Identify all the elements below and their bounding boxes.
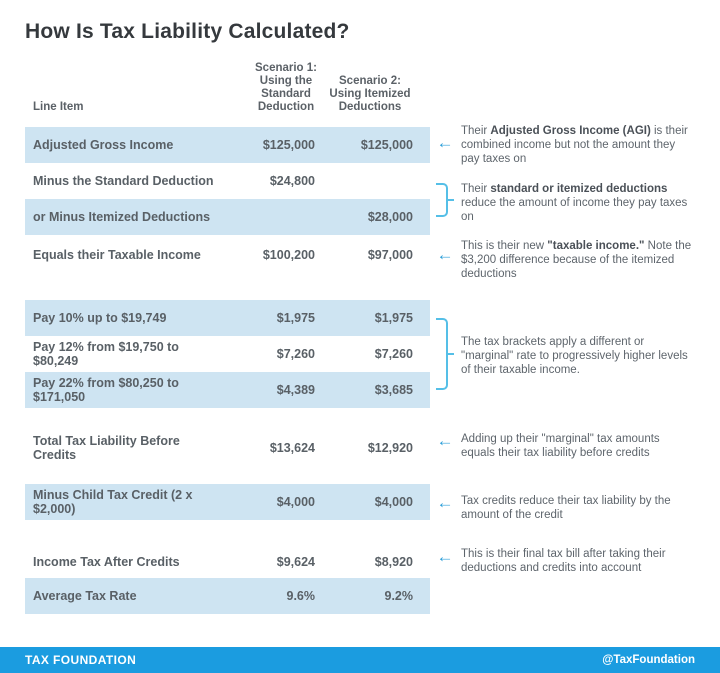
col-header-scenario1: Scenario 1: Using the Standard Deduction xyxy=(255,62,317,113)
scenario2-value: $4,000 xyxy=(374,495,413,509)
table-row-average-tax-rate xyxy=(25,578,430,614)
scenario1-value: 9.6% xyxy=(286,589,315,603)
left-arrow-icon: ← xyxy=(436,431,454,450)
scenario2-value: 9.2% xyxy=(384,589,413,603)
table-row-adjusted-gross-income xyxy=(25,127,430,163)
scenario2-value: $12,920 xyxy=(367,441,413,455)
scenario1-value: $7,260 xyxy=(276,347,315,361)
row-label: Pay 22% from $80,250 to $171,050 xyxy=(33,376,179,404)
row-label: Minus the Standard Deduction xyxy=(33,174,214,188)
left-arrow-icon: ← xyxy=(436,493,454,512)
table-row-taxable-income xyxy=(25,237,430,273)
left-arrow-icon: ← xyxy=(436,245,454,264)
row-label: Income Tax After Credits xyxy=(33,555,180,569)
scenario2-value: $3,685 xyxy=(374,383,413,397)
table-row-itemized-deductions xyxy=(25,199,430,235)
table-row-bracket-10pct xyxy=(25,300,430,336)
annotation-agi: Their Adjusted Gross Income (AGI) is their combined income but not the amount they pay taxes on xyxy=(461,125,688,165)
table-row-total-before-credits xyxy=(25,430,430,466)
table-row-standard-deduction xyxy=(25,163,430,199)
scenario2-value: $125,000 xyxy=(360,138,413,152)
scenario2-value: $8,920 xyxy=(374,555,413,569)
bracket-icon xyxy=(436,183,448,217)
row-label: Total Tax Liability Before Credits xyxy=(33,434,180,462)
scenario1-value: $24,800 xyxy=(269,174,315,188)
table-row-bracket-12pct xyxy=(25,336,430,372)
scenario2-value: $28,000 xyxy=(367,210,413,224)
row-label: Pay 10% up to $19,749 xyxy=(33,311,167,325)
annotation-tax-brackets: The tax brackets apply a different or "marginal" rate to progressively higher levels of their taxable income. xyxy=(461,336,688,376)
left-arrow-icon: ← xyxy=(436,547,454,566)
annotation-final-tax-bill: This is their final tax bill after taking their deductions and credits into account xyxy=(461,548,666,574)
row-label: Average Tax Rate xyxy=(33,589,137,603)
table-row-tax-after-credits xyxy=(25,544,430,580)
table-row-bracket-22pct xyxy=(25,372,430,408)
scenario1-value: $4,389 xyxy=(276,383,315,397)
annotation-tax-credits: Tax credits reduce their tax liability by the amount of the credit xyxy=(461,495,671,521)
bracket-tick xyxy=(446,353,454,355)
scenario1-value: $100,200 xyxy=(262,248,315,262)
scenario1-value: $9,624 xyxy=(276,555,315,569)
left-arrow-icon: ← xyxy=(436,133,454,152)
scenario1-value: $13,624 xyxy=(269,441,315,455)
scenario2-value: $97,000 xyxy=(367,248,413,262)
row-label: Equals their Taxable Income xyxy=(33,248,201,262)
row-label: Minus Child Tax Credit (2 x $2,000) xyxy=(33,488,193,516)
scenario1-value: $125,000 xyxy=(262,138,315,152)
annotation-taxable-income: This is their new "taxable income." Note the $3,200 difference because of the itemized deductions xyxy=(461,240,692,280)
twitter-handle: @TaxFoundation xyxy=(602,654,695,666)
annotation-deductions: Their standard or itemized deductions reduce the amount of income they pay taxes on xyxy=(461,183,688,223)
page-title: How Is Tax Liability Calculated? xyxy=(25,20,350,43)
scenario1-value: $1,975 xyxy=(276,311,315,325)
table-row-child-tax-credit xyxy=(25,484,430,520)
row-label: Pay 12% from $19,750 to $80,249 xyxy=(33,340,179,368)
scenario2-value: $1,975 xyxy=(374,311,413,325)
col-header-line-item: Line Item xyxy=(33,101,84,113)
col-header-scenario2: Scenario 2: Using Itemized Deductions xyxy=(329,75,411,113)
footer-bar xyxy=(0,647,720,673)
scenario1-value: $4,000 xyxy=(276,495,315,509)
scenario2-value: $7,260 xyxy=(374,347,413,361)
annotation-liability-before-credits: Adding up their "marginal" tax amounts equals their tax liability before credits xyxy=(461,433,660,459)
bracket-icon xyxy=(436,318,448,390)
bracket-tick xyxy=(446,199,454,201)
row-label: Adjusted Gross Income xyxy=(33,138,174,152)
brand-name: TAX FOUNDATION xyxy=(25,653,137,667)
row-label: or Minus Itemized Deductions xyxy=(33,210,211,224)
